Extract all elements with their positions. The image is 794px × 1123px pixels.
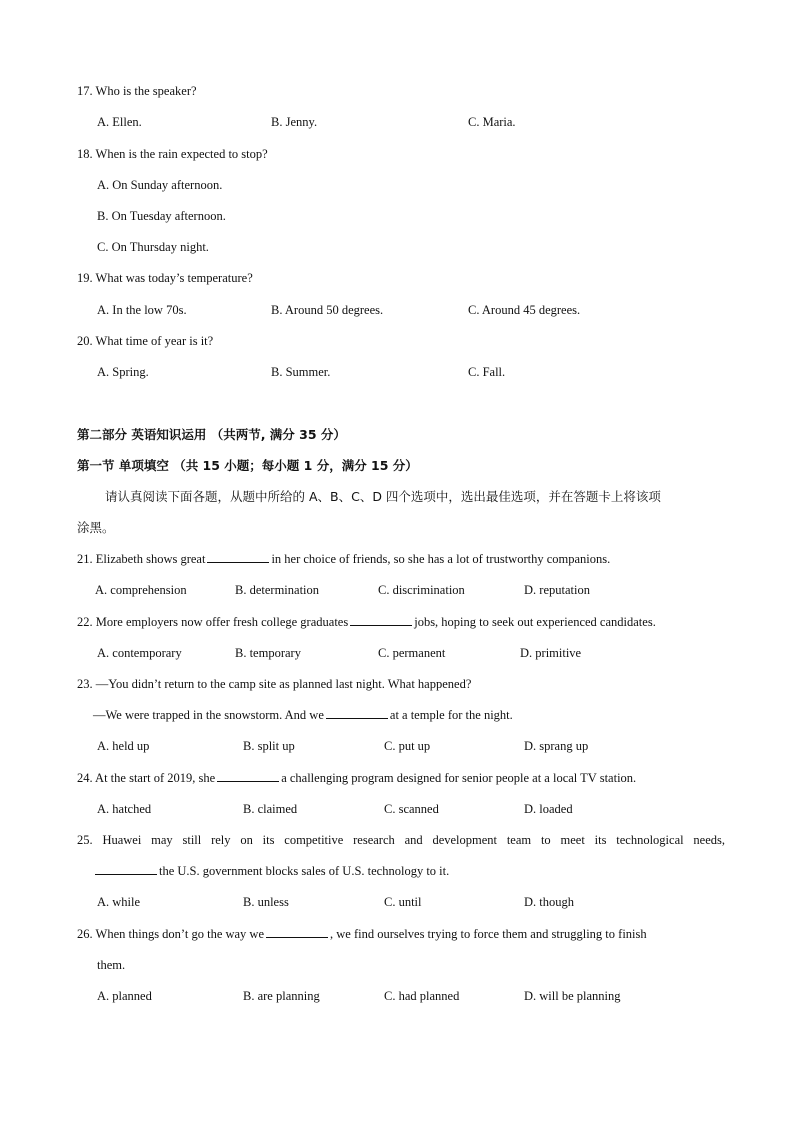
question-26-stem	[77, 926, 647, 942]
q17-option-a: A. Ellen.	[97, 115, 142, 129]
q22-option-d: D. primitive	[520, 646, 582, 660]
q21-blank	[207, 551, 269, 563]
question-21-stem	[77, 551, 610, 567]
q25-option-d: D. though	[524, 895, 574, 909]
instruction-line-2: 涂黑。	[77, 520, 115, 535]
q23-blank	[326, 707, 388, 719]
question-19-stem: 19. What was today’s temperature?	[77, 271, 253, 285]
q25-option-c: C. until	[384, 895, 422, 909]
q22-stem-pre: 22. More employers now offer fresh college graduates	[77, 615, 349, 629]
q21-option-d: D. reputation	[524, 583, 590, 597]
question-24-stem	[77, 770, 636, 786]
q21-option-a: A. comprehension	[95, 583, 187, 597]
q26-stem-pre: 26. When things don’t go the way we	[77, 927, 265, 941]
q24-blank	[217, 770, 279, 782]
q26-option-b: B. are planning	[243, 989, 320, 1003]
q25-option-a: A. while	[97, 895, 141, 909]
q23-option-b: B. split up	[243, 739, 295, 753]
q19-option-c: C. Around 45 degrees.	[468, 303, 581, 317]
part-two-heading: 第二部分 英语知识运用 （共两节, 满分 35 分）	[77, 427, 346, 442]
q17-option-b: B. Jenny.	[271, 115, 318, 129]
question-25-stem-cont	[95, 863, 449, 879]
q22-option-b: B. temporary	[235, 646, 301, 660]
q21-option-b: B. determination	[235, 583, 320, 597]
question-25-stem: 25. Huawei may still rely on its competitive research and development team to meet its technological needs,	[77, 833, 725, 847]
q19-option-b: B. Around 50 degrees.	[271, 303, 384, 317]
question-18-stem: 18. When is the rain expected to stop?	[77, 147, 268, 161]
q20-option-c: C. Fall.	[468, 365, 506, 379]
q23-option-d: D. sprang up	[524, 739, 589, 753]
question-22-stem	[77, 614, 656, 630]
q21-option-c: C. discrimination	[378, 583, 465, 597]
q22-option-c: C. permanent	[378, 646, 446, 660]
q26-option-a: A. planned	[97, 989, 152, 1003]
q17-option-c: C. Maria.	[468, 115, 516, 129]
q25-stem-post: the U.S. government blocks sales of U.S. technology to it.	[159, 864, 450, 878]
q23-option-c: C. put up	[384, 739, 431, 753]
q20-option-a: A. Spring.	[97, 365, 149, 379]
section-one-heading: 第一节 单项填空 （共 15 小题；每小题 1 分，满分 15 分）	[77, 458, 418, 473]
question-17-stem: 17. Who is the speaker?	[77, 84, 197, 98]
q24-option-b: B. claimed	[243, 802, 298, 816]
q26-option-d: D. will be planning	[524, 989, 621, 1003]
q21-stem-post: in her choice of friends, so she has a lot of trustworthy companions.	[271, 552, 611, 566]
q22-blank	[350, 614, 412, 626]
q25-option-b: B. unless	[243, 895, 289, 909]
q22-stem-post: jobs, hoping to seek out experienced candidates.	[414, 615, 656, 629]
q26-option-c: C. had planned	[384, 989, 460, 1003]
question-23-reply	[93, 707, 513, 723]
q24-option-c: C. scanned	[384, 802, 439, 816]
question-20-stem: 20. What time of year is it?	[77, 334, 214, 348]
q25-blank	[95, 863, 157, 875]
q23-reply-post: at a temple for the night.	[389, 708, 513, 722]
question-23-stem: 23. —You didn’t return to the camp site as planned last night. What happened?	[77, 677, 472, 691]
q26-stem-post: , we find ourselves trying to force them and struggling to finish	[330, 927, 647, 941]
question-26-stem-cont: them.	[97, 958, 126, 972]
q26-blank	[266, 926, 328, 938]
q21-stem-pre: 21. Elizabeth shows great	[77, 552, 206, 566]
q18-option-b: B. On Tuesday afternoon.	[97, 209, 226, 223]
q23-option-a: A. held up	[97, 739, 150, 753]
q18-option-c: C. On Thursday night.	[97, 240, 209, 254]
q19-option-a: A. In the low 70s.	[97, 303, 187, 317]
q24-stem-pre: 24. At the start of 2019, she	[77, 771, 216, 785]
q24-option-a: A. hatched	[97, 802, 152, 816]
q18-option-a: A. On Sunday afternoon.	[97, 178, 223, 192]
q24-option-d: D. loaded	[524, 802, 573, 816]
q24-stem-post: a challenging program designed for senior people at a local TV station.	[281, 771, 637, 785]
q20-option-b: B. Summer.	[271, 365, 331, 379]
instruction-line-1: 请认真阅读下面各题，从题中所给的 A、B、C、D 四个选项中，选出最佳选项，并在答题卡上将该项	[105, 489, 661, 504]
q23-reply-pre: —We were trapped in the snowstorm. And we	[93, 708, 324, 722]
q22-option-a: A. contemporary	[97, 646, 182, 660]
